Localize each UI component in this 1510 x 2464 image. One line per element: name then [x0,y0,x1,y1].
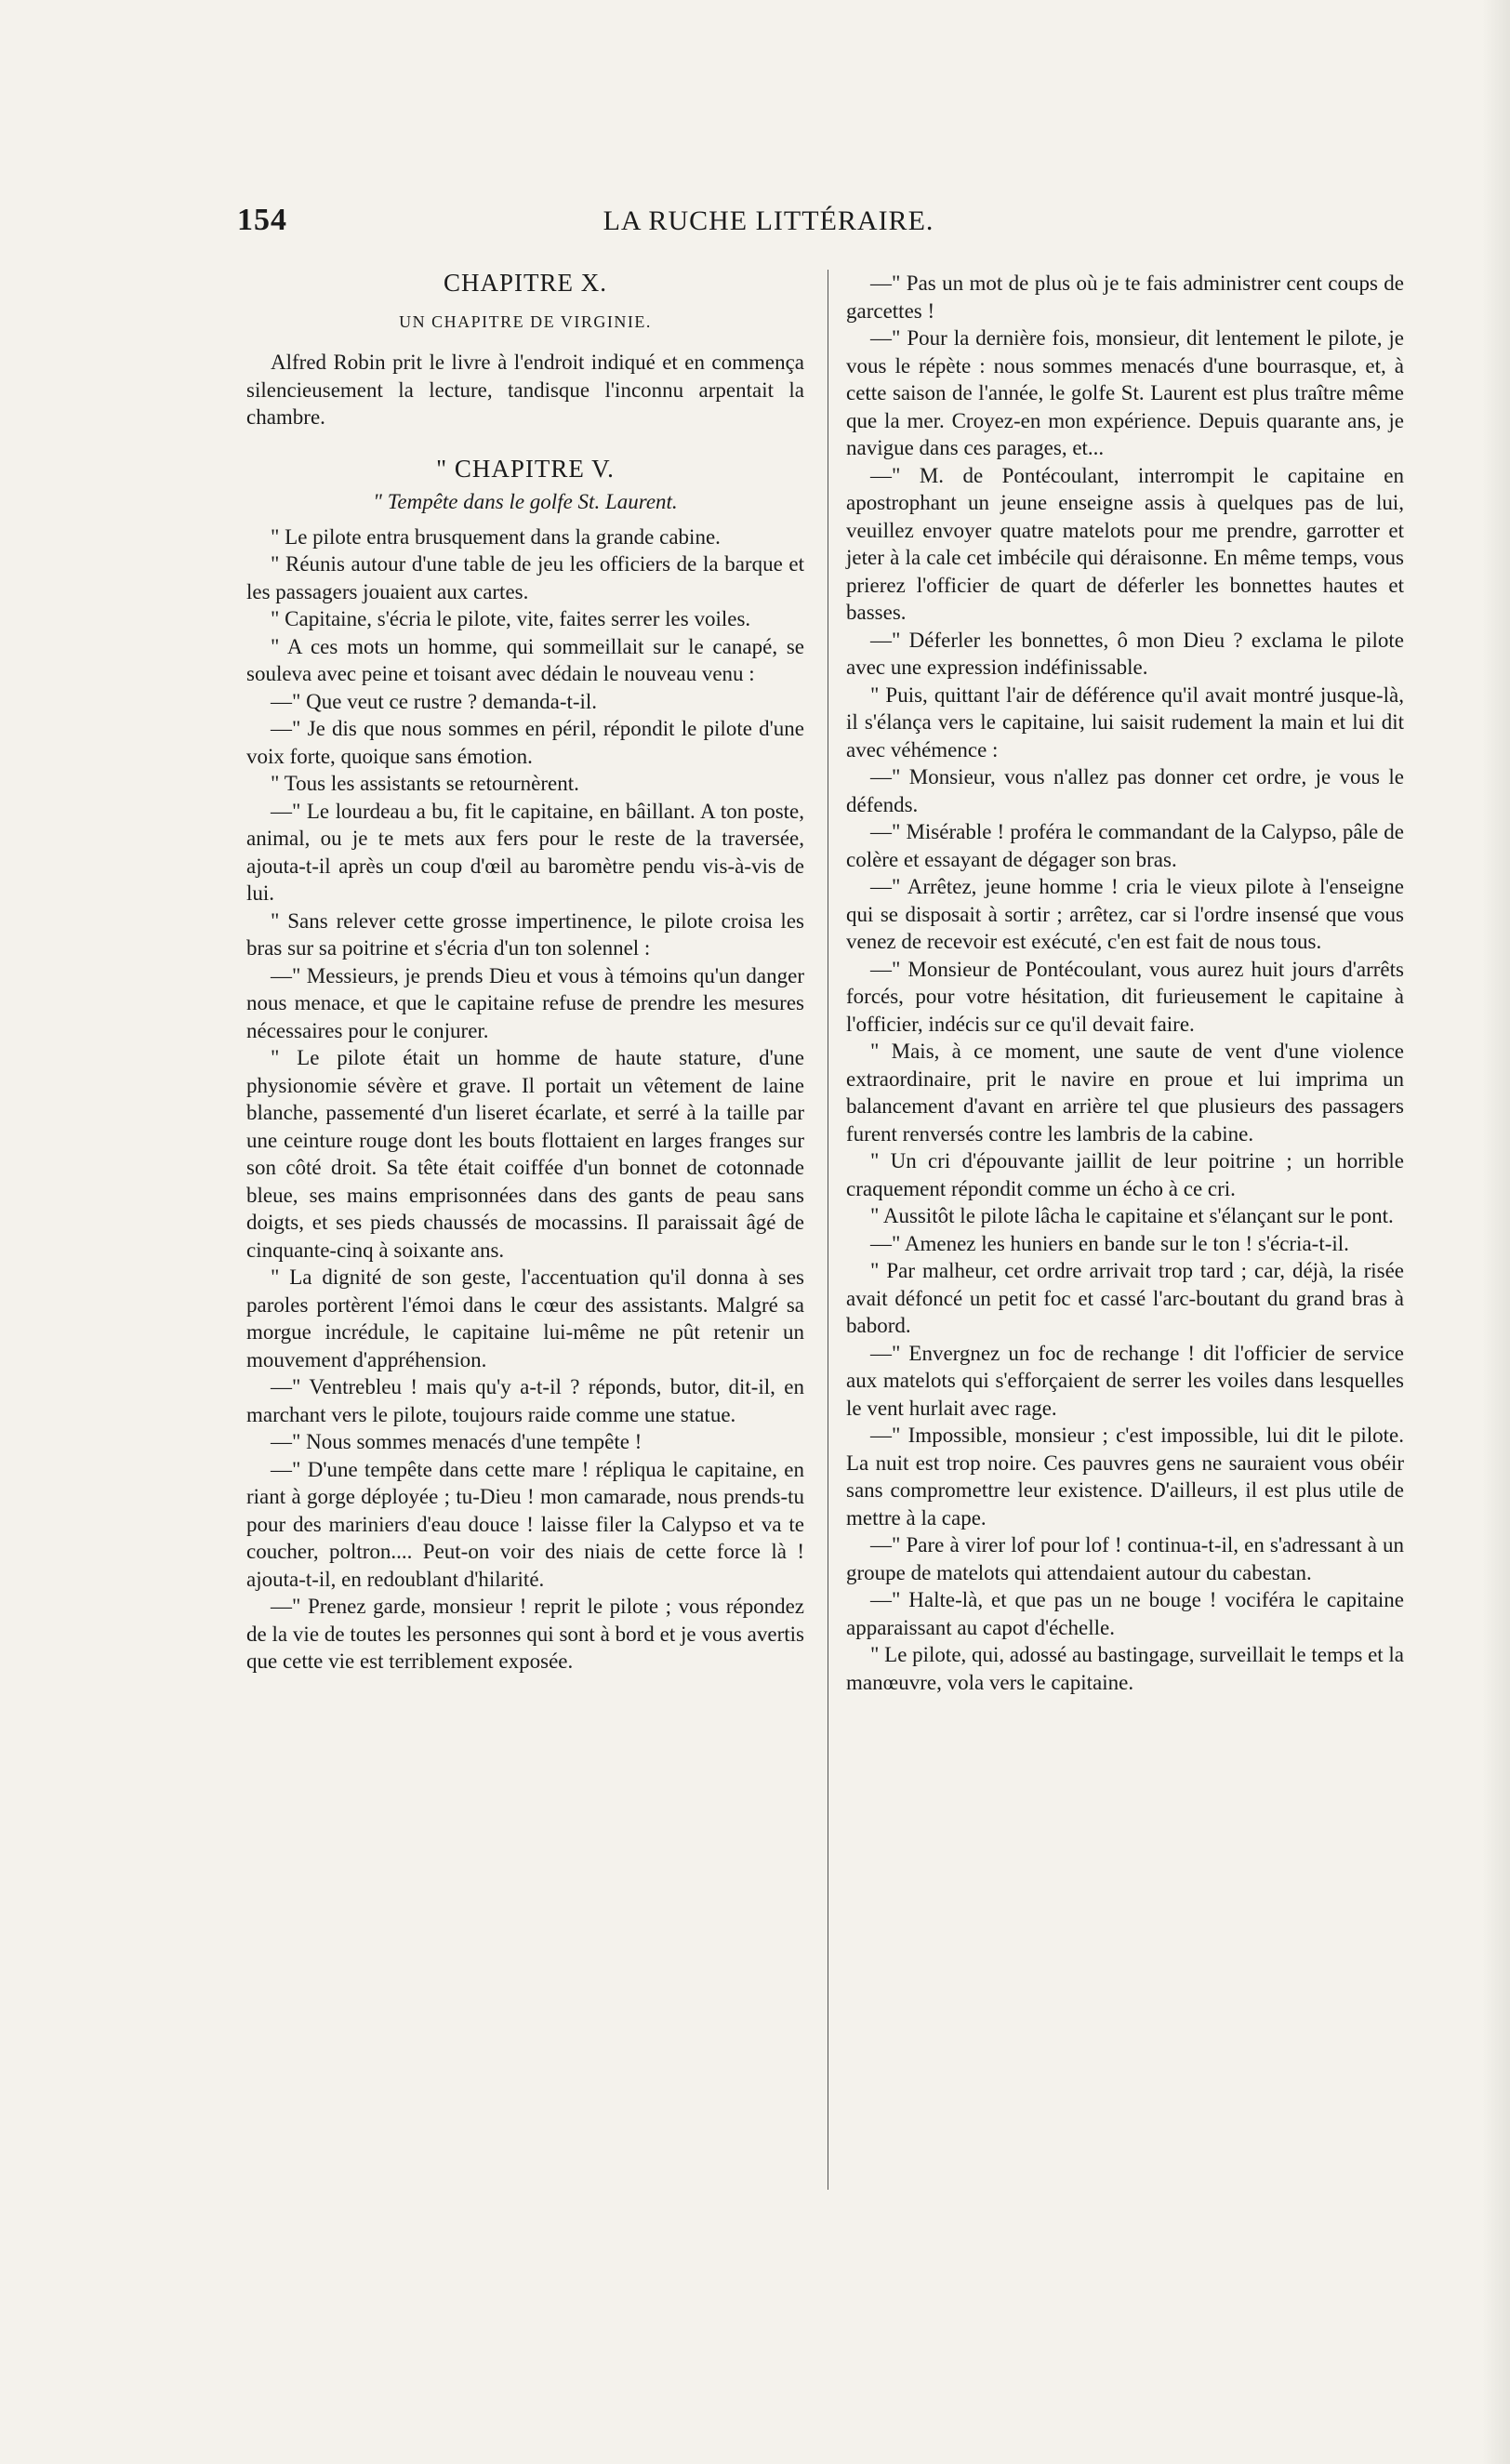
paragraph: —" Prenez garde, monsieur ! reprit le pilote ; vous répondez de la vie de toutes les personnes qui sont à bord et je vous avertis que cette vie est terriblement exposée. [246,1595,804,1673]
paragraph: —" Ventrebleu ! mais qu'y a-t-il ? réponds, butor, dit-il, en marchant vers le pilote, toujours raide comme une statue. [246,1375,804,1426]
paragraph: —" Nous sommes menacés d'une tempête ! [271,1430,642,1453]
paragraph: " Le pilote, qui, adossé au bastingage, surveillait le temps et la manœuvre, vola vers le capitaine. [846,1643,1405,1694]
text-columns [246,270,1460,2204]
paragraph: —" Pare à virer lof pour lof ! continua-t-il, en s'adressant à un groupe de matelots qui attendaient autour du cabestan. [846,1533,1404,1584]
running-title: LA RUCHE LITTÉRAIRE. [603,205,934,236]
paragraph: " Puis, quittant l'air de déférence qu'il avait montré jusque-là, il s'élança vers le capitaine, lui saisit rudement la main et lui dit avec véhémence : [846,682,1404,762]
paragraph: —" Arrêtez, jeune homme ! cria le vieux pilote à l'enseigne qui se disposait à sortir ; arrêtez, car si l'ordre insensé que vous venez de recevoir est exécuté, c'en est fait de nous tous. [846,875,1404,953]
paragraph: Alfred Robin prit le livre à l'endroit indiqué et en commença silencieusement la lecture, tandisque l'inconnu arpentait la chambre. [246,351,804,429]
paragraph: —" Le lourdeau a bu, fit le capitaine, en bâillant. A ton poste, animal, ou je te mets aux fers pour le reste de la traversée, ajouta-t-il après un coup d'œil au baromètre pendu vis-à-vis de lui. [246,799,804,905]
paragraph: —" Monsieur de Pontécoulant, vous aurez huit jours d'arrêts forcés, pour votre hésitation, dit furieusement le capitaine à l'officier, indécis sur ce qu'il devait faire. [846,957,1404,1036]
paragraph: —" D'une tempête dans cette mare ! répliqua le capitaine, en riant à gorge déployée ; tu-Dieu ! mon camarade, nous prends-tu pour des mariniers d'eau douce ! laisse filer la Calypso et va te coucher, poltron.... Peut-on voir des niais de cette force là ! ajouta-t-il, en redoublant d'hilarité. [246,1457,804,1591]
paragraph: —" Que veut ce rustre ? demanda-t-il. [271,689,598,713]
paragraph: " Par malheur, cet ordre arrivait trop tard ; car, déjà, la risée avait défoncé un petit foc et cassé l'arc-boutant du grand bras à babord. [846,1259,1404,1337]
paragraph: " Réunis autour d'une table de jeu les officiers de la barque et les passagers jouaient aux cartes. [246,552,804,603]
chapter-subtitle: UN CHAPITRE DE VIRGINIE. [399,311,652,331]
paragraph: —" M. de Pontécoulant, interrompit le capitaine en apostrophant un jeune enseigne assis à quelques pas de lui, veuillez envoyer quatre matelots pour me prendre, garrotter et jeter à la cale cet imbécile qui déraisonne. En même temps, vous prierez l'officier de quart de déferler les bonnettes hautes et basses. [846,463,1404,624]
paragraph: —" Pour la dernière fois, monsieur, dit lentement le pilote, je vous le répète : nous sommes menacés d'une bourrasque, et, à cette saison de l'année, le golfe St. Laurent est plus traître même que la mer. Croyez-en mon expérience. Depuis quarante ans, je navigue dans ces parages, et... [846,326,1404,459]
paragraph: " Le pilote était un homme de haute stature, d'une physionomie sévère et grave. Il portait un vêtement de laine blanche, passementé d'un liseret écarlate, et serré à la taille par une ceinture rouge dont les bouts flottaient en larges franges sur son côté droit. Sa tête était coiffée d'un bonnet de cotonnade bleue, ses mains emprisonnées dans des gants de peau sans doigts, et ses pieds chaussés de mocassins. Il paraissait âgé de cinquante-cinq à soixante ans. [246,1046,804,1262]
paragraph: —" Messieurs, je prends Dieu et vous à témoins qu'un danger nous menace, et que le capitaine refuse de prendre les mesures nécessaires pour le conjurer. [246,963,804,1042]
paragraph: —" Je dis que nous sommes en péril, répondit le pilote d'une voix forte, quoique sans émotion. [246,717,804,768]
paragraph: " Un cri d'épouvante jaillit de leur poitrine ; un horrible craquement répondit comme un écho à ce cri. [846,1149,1404,1200]
paragraph: " Sans relever cette grosse impertinence, le pilote croisa les bras sur sa poitrine et s'écria d'un ton solennel : [246,908,804,960]
paragraph: —" Misérable ! proféra le commandant de la Calypso, pâle de colère et essayant de dégager son bras. [846,820,1404,871]
paragraph: " Le pilote entra brusquement dans la grande cabine. [271,524,721,549]
inner-chapter-heading: " CHAPITRE V. [436,454,615,483]
paragraph: —" Pas un mot de plus où je te fais administrer cent coups de garcettes ! [846,272,1404,323]
page-header [237,203,1017,238]
paragraph: " Mais, à ce moment, une saute de vent d'une violence extraordinaire, prit le navire en proue et lui imprima un balancement d'avant en arrière tel que plusieurs des passagers furent renversés contre les lambris de la cabine. [846,1040,1404,1146]
paragraph: —" Amenez les huniers en bande sur le ton ! s'écria-t-il. [870,1231,1349,1255]
right-column [846,270,1404,1696]
left-column [246,270,804,1676]
paragraph: —" Monsieur, vous n'allez pas donner cet ordre, je vous le défends. [846,765,1404,816]
page-edge-shadow [1482,0,1510,2464]
inner-chapter-subtitle: " Tempête dans le golfe St. Laurent. [373,490,678,513]
paragraph: " Tous les assistants se retournèrent. [271,772,579,795]
paragraph: —" Impossible, monsieur ; c'est impossible, lui dit le pilote. La nuit est trop noire. Ces pauvres gens ne sauraient vous obéir sans compromettre leur existence. D'ailleurs, il est plus utile de mettre à la cape. [846,1424,1404,1530]
paragraph: " Aussitôt le pilote lâcha le capitaine et s'élançant sur le pont. [870,1204,1394,1227]
paragraph: " La dignité de son geste, l'accentuation qu'il donna à ses paroles portèrent l'émoi dans le cœur des assistants. Malgré sa morgue incrédule, le capitaine lui-même ne pût retenir un mouvement d'appréhension. [246,1265,804,1371]
paragraph: " A ces mots un homme, qui sommeillait sur le canapé, se souleva avec peine et toisant avec dédain le nouveau venu : [246,634,804,685]
page-number: 154 [237,203,287,237]
paragraph: —" Halte-là, et que pas un ne bouge ! vociféra le capitaine apparaissant au capot d'échelle. [846,1588,1404,1639]
paragraph: " Capitaine, s'écria le pilote, vite, faites serrer les voiles. [271,607,751,630]
chapter-heading: CHAPITRE X. [443,269,607,297]
paragraph: —" Déferler les bonnettes, ô mon Dieu ? exclama le pilote avec une expression indéfinissable. [846,628,1404,679]
paragraph: —" Envergnez un foc de rechange ! dit l'officier de service aux matelots qui s'efforçaient de serrer les voiles dans lesquelles le vent hurlait avec rage. [846,1341,1404,1420]
